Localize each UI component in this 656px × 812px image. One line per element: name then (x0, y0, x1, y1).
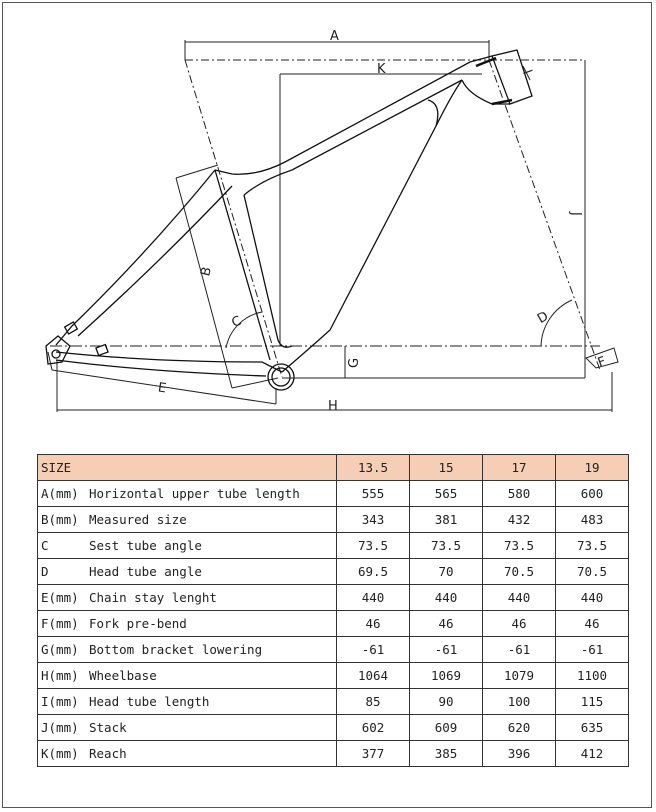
row-value: 69.5 (337, 559, 410, 585)
row-value: 343 (337, 507, 410, 533)
row-value: 412 (556, 741, 629, 767)
bottom-bracket-inner (272, 368, 290, 386)
row-value: 85 (337, 689, 410, 715)
row-code: G(mm) (41, 642, 79, 657)
row-value: 46 (410, 611, 483, 637)
label-k: K (377, 62, 386, 77)
row-value: 1064 (337, 663, 410, 689)
size-header-label: SIZE (38, 455, 337, 481)
row-value: 73.5 (337, 533, 410, 559)
row-value: 565 (410, 481, 483, 507)
row-value: 620 (483, 715, 556, 741)
table-row (38, 559, 629, 585)
row-value: 600 (556, 481, 629, 507)
row-value: 115 (556, 689, 629, 715)
row-label (38, 715, 337, 741)
row-name: Fork pre-bend (89, 616, 187, 631)
row-value: 377 (337, 741, 410, 767)
table-row (38, 585, 629, 611)
row-name: Wheelbase (89, 668, 157, 683)
table-row (38, 663, 629, 689)
size-header-19: 19 (556, 455, 629, 481)
size-header-15: 15 (410, 455, 483, 481)
size-spec-table (37, 454, 629, 767)
table-row (38, 715, 629, 741)
row-value: 73.5 (556, 533, 629, 559)
row-value: -61 (483, 637, 556, 663)
size-header-17: 17 (483, 455, 556, 481)
row-value: -61 (556, 637, 629, 663)
row-code: H(mm) (41, 668, 79, 683)
table-row (38, 481, 629, 507)
dim-e-ext-left (48, 352, 52, 370)
row-label (38, 611, 337, 637)
chain-stay (56, 352, 282, 372)
label-i: I (519, 67, 535, 77)
row-code: C (41, 538, 49, 553)
row-value: 46 (556, 611, 629, 637)
seat-tube (215, 170, 270, 360)
row-label (38, 637, 337, 663)
row-name: Head tube angle (89, 564, 202, 579)
row-label (38, 585, 337, 611)
row-code: B(mm) (41, 512, 79, 527)
seat-tube-back (244, 195, 292, 347)
row-value: 70.5 (556, 559, 629, 585)
row-value: 385 (410, 741, 483, 767)
dim-b-ext-top (176, 165, 218, 178)
label-f: F (595, 354, 609, 371)
row-label (38, 533, 337, 559)
row-value: 73.5 (483, 533, 556, 559)
row-value: -61 (410, 637, 483, 663)
row-value: 381 (410, 507, 483, 533)
row-value: 1100 (556, 663, 629, 689)
row-value: 396 (483, 741, 556, 767)
row-code: A(mm) (41, 486, 79, 501)
row-value: 440 (337, 585, 410, 611)
row-label (38, 559, 337, 585)
row-value: 1079 (483, 663, 556, 689)
rear-axle (52, 350, 60, 358)
row-label (38, 663, 337, 689)
table-row (38, 689, 629, 715)
row-name: Sest tube angle (89, 538, 202, 553)
row-name: Bottom bracket lowering (89, 642, 263, 657)
table-row (38, 637, 629, 663)
row-value: 90 (410, 689, 483, 715)
row-code: J(mm) (41, 720, 79, 735)
head-tube (492, 50, 535, 104)
row-code: F(mm) (41, 616, 79, 631)
label-a: A (330, 29, 339, 44)
row-name: Measured size (89, 512, 187, 527)
row-value: 100 (483, 689, 556, 715)
table-row (38, 741, 629, 767)
row-label (38, 507, 337, 533)
row-value: 440 (483, 585, 556, 611)
row-value: 440 (410, 585, 483, 611)
label-j: J (568, 212, 583, 216)
row-value: 432 (483, 507, 556, 533)
row-value: 1069 (410, 663, 483, 689)
table-row (38, 533, 629, 559)
row-name: Chain stay lenght (89, 590, 217, 605)
dim-b-ext-bottom (232, 378, 278, 388)
row-value: 46 (483, 611, 556, 637)
dim-b-line (176, 178, 232, 388)
row-label (38, 689, 337, 715)
row-code: E(mm) (41, 590, 79, 605)
seat-stay-inner (78, 186, 232, 336)
row-value: 555 (337, 481, 410, 507)
label-d: D (535, 308, 552, 327)
label-h: H (328, 399, 338, 414)
table-row (38, 611, 629, 637)
row-value: 483 (556, 507, 629, 533)
seat-stay (56, 170, 215, 345)
row-value: 602 (337, 715, 410, 741)
label-b: B (198, 265, 216, 278)
row-value: 70.5 (483, 559, 556, 585)
down-tube (282, 100, 438, 372)
row-value: 580 (483, 481, 556, 507)
row-label (38, 481, 337, 507)
row-code: D (41, 564, 49, 579)
label-e: E (156, 380, 168, 397)
row-name: Horizontal upper tube length (89, 486, 300, 501)
label-g: G (347, 357, 362, 368)
row-value: 635 (556, 715, 629, 741)
row-value: -61 (337, 637, 410, 663)
row-value: 46 (337, 611, 410, 637)
row-value: 609 (410, 715, 483, 741)
row-value: 440 (556, 585, 629, 611)
row-name: Head tube length (89, 694, 210, 709)
label-c: C (229, 313, 244, 331)
table-header-row (38, 455, 629, 481)
row-name: Reach (89, 746, 127, 761)
row-value: 73.5 (410, 533, 483, 559)
table-row (38, 507, 629, 533)
row-value: 70 (410, 559, 483, 585)
row-code: I(mm) (41, 694, 79, 709)
row-label (38, 741, 337, 767)
row-code: K(mm) (41, 746, 79, 761)
size-header-13-5: 13.5 (337, 455, 410, 481)
row-name: Stack (89, 720, 127, 735)
